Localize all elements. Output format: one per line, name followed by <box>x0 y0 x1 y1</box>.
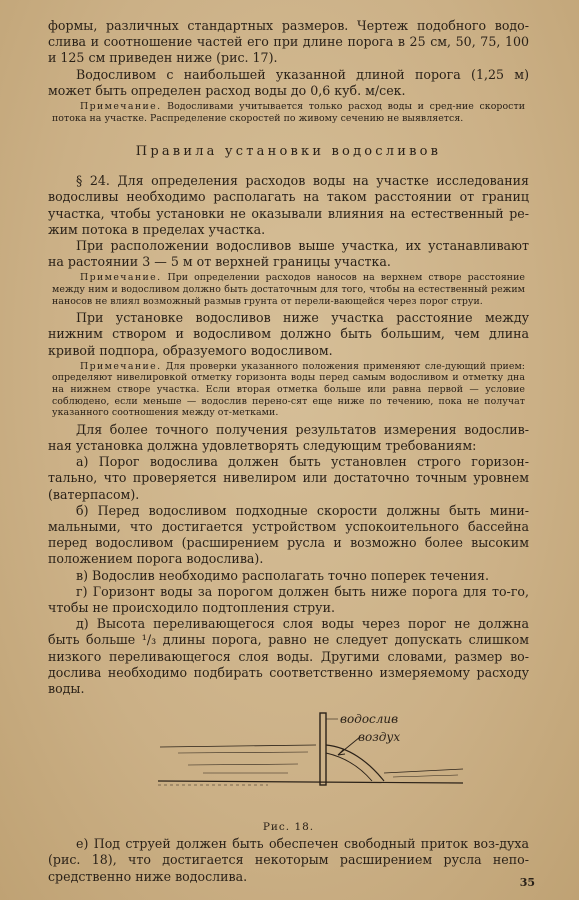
page-number: 35 <box>519 876 535 889</box>
requirement-b: б) Перед водосливом подходные скорости должны быть мини-мальными, что достигается устройством успокоительного бассейна перед водосливом (расширением русла и возможно более высоким положением порога водослива). <box>48 502 529 567</box>
note-1-label: Примечание. <box>80 101 162 113</box>
requirement-v: в) Водослив необходимо располагать точно поперек течения. <box>76 567 489 583</box>
paragraph-downstream-placement: При установке водосливов ниже участка расстояние между нижним створом и водосливом должно быть большим, чем длина кривой подпора, образуемого водосливом. <box>48 310 529 358</box>
paragraph-continuation: формы, различных стандартных размеров. Чертеж подобного водо-слива и соотношение частей его при длине порога в 25 см, 50, 75, 100 и 125 см приведен ниже (рис. 17). <box>48 18 529 66</box>
downstream-water-line-2 <box>393 775 458 777</box>
upstream-water-line-3 <box>188 764 298 765</box>
weir-diagram <box>148 703 468 803</box>
downstream-water-line-1 <box>384 769 463 773</box>
weir-label: водослив <box>340 712 399 727</box>
paragraph-upstream-placement: При расположении водосливов выше участка, их устанавливают на растоянии 3 — 5 м от верхней границы участка. <box>48 238 529 270</box>
note-2-text: При определении расходов наносов на верхнем створе расстояние между ним и водосливом должно быть достаточным для того, чтобы на естественный режим наносов не влиял возможный размыв грунта от перели-вающейся через порог струи. <box>52 272 525 307</box>
requirement-a: а) Порог водослива должен быть установлен строго горизон-тально, что проверяется нивелиром или достаточно точным уровнем (ватерпасом). <box>48 454 529 502</box>
paragraph-requirements-intro: Для более точного получения результатов измерения водослив-ная установка должна удовлетворять следующим требованиям: <box>48 421 529 453</box>
note-2-label: Примечание. <box>80 272 162 284</box>
upstream-water-line-2 <box>178 752 308 753</box>
note-3-label: Примечание. <box>80 360 162 372</box>
nappe-lower-curve <box>326 753 372 781</box>
note-1 <box>48 101 529 124</box>
figure-caption: Рис. 18. <box>262 821 315 834</box>
note-3-text: Для проверки указанного положения применяют сле-дующий прием: определяют нивелировкой отметку горизонта воды перед самым водосливом и отметку дна на нижнем створе участка. Если вторая отметка больше или равна первой — условие соблюдено, если меньше — водослив перено-сят еще ниже по течению, пока не получат указанного соотношения между от-метками. <box>52 360 525 419</box>
channel-bottom-line <box>158 781 463 783</box>
section-heading: Правила установки водосливов <box>135 144 442 160</box>
note-3 <box>48 361 529 419</box>
note-2 <box>48 272 529 307</box>
note-1-text: Водосливами учитывается только расход воды и сред-ние скорости потока на участке. Распределение скоростей по живому сечению не выявляется. <box>52 101 525 124</box>
figure-18 <box>48 703 529 821</box>
requirement-g: г) Горизонт воды за порогом должен быть ниже порога для то-го, чтобы не происходило подтопления струи. <box>48 583 529 616</box>
requirement-e: е) Под струей должен быть обеспечен свободный приток воз-духа (рис. 18), что достигается некоторым расширением русла непо-средственно ниже водослива. <box>48 836 529 884</box>
paragraph-section-24: § 24. Для определения расходов воды на участке исследования водосливы необходимо располагать на таком расстоянии от границ участка, чтобы установки не оказывали влияния на естественный ре-жим потока в пределах участка. <box>48 173 529 237</box>
requirement-d: д) Высота переливающегося слоя воды через порог не должна быть больше ¹/₃ длины порога, равно не следует допускать слишком низкого переливающегося слоя воды. Другими словами, размер во-дослива необходимо подбирать соответственно измеряемому расходу воды. <box>48 616 529 697</box>
weir-wall <box>320 713 326 785</box>
nappe-upper-curve <box>326 745 384 781</box>
paragraph-max-discharge: Водосливом с наибольшей указанной длиной порога (1,25 м) может быть определен расход воды до 0,6 куб. м/сек. <box>48 66 529 98</box>
air-label: воздух <box>358 730 401 745</box>
upstream-water-line-1 <box>160 745 316 747</box>
